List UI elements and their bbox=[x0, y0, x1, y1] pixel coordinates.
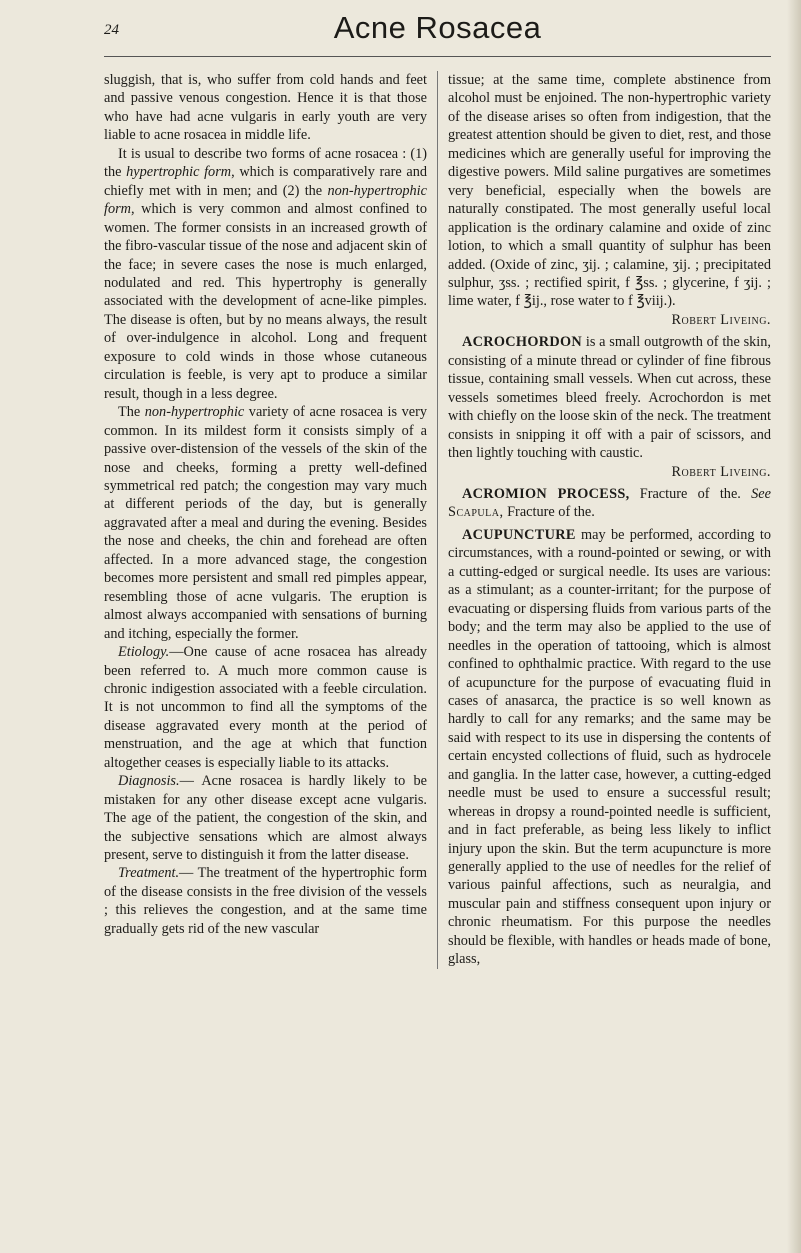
headword-acupuncture: ACUPUNCTURE bbox=[462, 526, 576, 543]
text-run: variety of acne rosacea is very common. In its mildest form it consists simply of a passive over-distension of the vessels of the skin of the nose and cheeks, forming a pretty well-defined symmetrical red patch; the congestion may vary much at different periods of the day, but is generally aggravated after a meal and during the evening. Besides the nose and cheeks, the chin and forehead are often affected. In a more advanced stage, the congestion becomes more persistent and small red pimples appear, resembling those of acne vulgaris. The eruption is almost always accompanied with sensations of burning and itching, especially the former. bbox=[104, 404, 427, 642]
paragraph-etiology bbox=[104, 643, 427, 772]
text-run: — Acne rosacea is hardly likely to be mistaken for any other disease except acne vulgaris. The age of the patient, the congestion of the skin, and the subjective sensations which are almost always present, serve to distinguish it from the latter disease. bbox=[104, 773, 427, 864]
paragraph-non-hypertrophic bbox=[104, 403, 427, 643]
text-run: may be performed, according to circumstances, with a round-pointed or sewing, or with a cutting-edged or surgical needle. Its uses are various: as a stimulant; as a counter-irritant; for the purpose of evacuating or dispersing fluids from various parts of the body; and the term may also be applied to the use of needles in the operation of tattooing, which is almost confined to ophthalmic practice. With regard to the use of acupuncture for the purpose of evacuating fluid in cases of anasarca, the practice is so well known as hardly to call for any remarks; and the same may be said with respect to its use in dispersing the contents of certain encysted collections of fluid, such as hydrocele and ganglia. In the latter case, however, a cutting-edged needle must be used to ensure a successful result; whereas in dropsy a round-pointed needle is sufficient, and in fact preferable, as being less likely to inflict injury upon the skin. But the term acupuncture is more generally applied to the use of needles for the relief of various painful affections, such as neuralgia, and muscular pain and stiffness consequent upon injury or chronic rheumatism. For this purpose the needles should be flexible, with handles or heads made of bone, glass, bbox=[448, 526, 771, 968]
text-run: The bbox=[118, 404, 145, 421]
paragraph-forms bbox=[104, 145, 427, 403]
see-reference: See bbox=[751, 485, 771, 502]
paragraph-continuation: sluggish, that is, who suffer from cold hands and feet and passive venous congestion. Hence it is that those who have had acne vulgaris in early youth are very liable to acne rosacea in middle life. bbox=[104, 72, 427, 144]
entry-acupuncture bbox=[448, 526, 771, 969]
page-header bbox=[104, 0, 771, 57]
term-hypertrophic: hypertrophic form bbox=[126, 164, 232, 181]
text-run: Fracture of the. bbox=[503, 504, 595, 521]
headword-acrochordon: ACROCHORDON bbox=[462, 334, 583, 351]
paragraph-diagnosis bbox=[104, 772, 427, 864]
text-run: is a small outgrowth of the skin, consisting of a minute thread or cylinder of fine fibrous tissue, containing small vessels. When cut across, these vessels sometimes bleed freely. Acrochordon is met with chiefly on the loose skin of the neck. The treatment consists in snipping it off with a pair of scissors, and then lightly touching with caustic. bbox=[448, 334, 771, 462]
paragraph-treatment bbox=[104, 864, 427, 938]
subheading-etiology: Etiology. bbox=[118, 644, 170, 661]
text-run: , which is very common and almost confined to women. The former consists in an increased growth of the fibro-vascular tissue of the nose and adjacent skin of the face; in severe cases the nose is much enlarged, nodulated and red. This hypertrophy is generally associated with the development of acne-like pimples. The disease is often, but by no means always, the result of over-indulgence in alcohol. Long and frequent exposure to cold winds in those whose cutaneous circulation is feeble, is very apt to produce a similar result, though in a less degree. bbox=[104, 201, 427, 402]
text-run: , which is comparatively rare and chiefly met with in men; and (2) the bbox=[104, 164, 428, 199]
page-edge-shadow bbox=[787, 0, 801, 1253]
subheading-diagnosis: Diagnosis. bbox=[118, 773, 180, 790]
term-non-hypertrophic: non-hypertrophic form bbox=[104, 182, 427, 218]
author-signature: Robert Liveing. bbox=[671, 311, 771, 328]
running-head: Acne Rosacea bbox=[333, 10, 542, 45]
text-run: Fracture of the. bbox=[629, 485, 752, 502]
term-non-hypertrophic-variety: non-hypertrophic bbox=[144, 404, 245, 421]
page-number: 24 bbox=[104, 22, 119, 38]
author-signature: Robert Liveing. bbox=[671, 463, 771, 480]
subheading-treatment: Treatment. bbox=[118, 865, 180, 882]
text-run: — The treatment of the hypertrophic form of the disease consists in the free division of the vessels ; this relieves the congestion, and at the same time gradually gets rid of the new vascular bbox=[104, 865, 427, 937]
paragraph-treatment-continued: tissue; at the same time, complete abstinence from alcohol must be enjoined. The non-hypertrophic variety of the disease arises so often from indigestion, that the greatest attention should be given to diet, rest, and those medicines which are generally useful for improving the digestive powers. Mild saline purgatives are sometimes very beneficial, especially when the bowels are naturally constipated. The most generally useful local application is the ordinary calamine and oxide of zinc lotion, to which a small quantity of sulphur has been added. (Oxide of zinc, ʒij. ; calamine, ʒij. ; precipitated sulphur, ʒss. ; rectified spirit, f ℥ss. ; glycerine, f ʒij. ; lime water, f ℥ij., rose water to f ℥viij.). bbox=[448, 72, 771, 310]
cross-reference-scapula: Scapula, bbox=[448, 504, 504, 521]
text-run: —One cause of acne rosacea has already been referred to. A much more common cause is chronic indigestion associated with a feeble circulation. It is not uncommon to find all the symptoms of the disease aggravated every month at the period of menstruation, and the age at which that function altogether ceases is especially liable to its attacks. bbox=[104, 644, 427, 771]
headword-acromion-process: ACROMION PROCESS, bbox=[462, 485, 630, 502]
entry-acrochordon bbox=[448, 333, 771, 462]
right-column bbox=[437, 71, 771, 969]
entry-acromion-process bbox=[448, 485, 771, 522]
text-columns bbox=[104, 57, 771, 969]
left-column bbox=[104, 71, 427, 969]
text-run: It is usual to describe two forms of acne rosacea : (1) the bbox=[104, 145, 427, 181]
